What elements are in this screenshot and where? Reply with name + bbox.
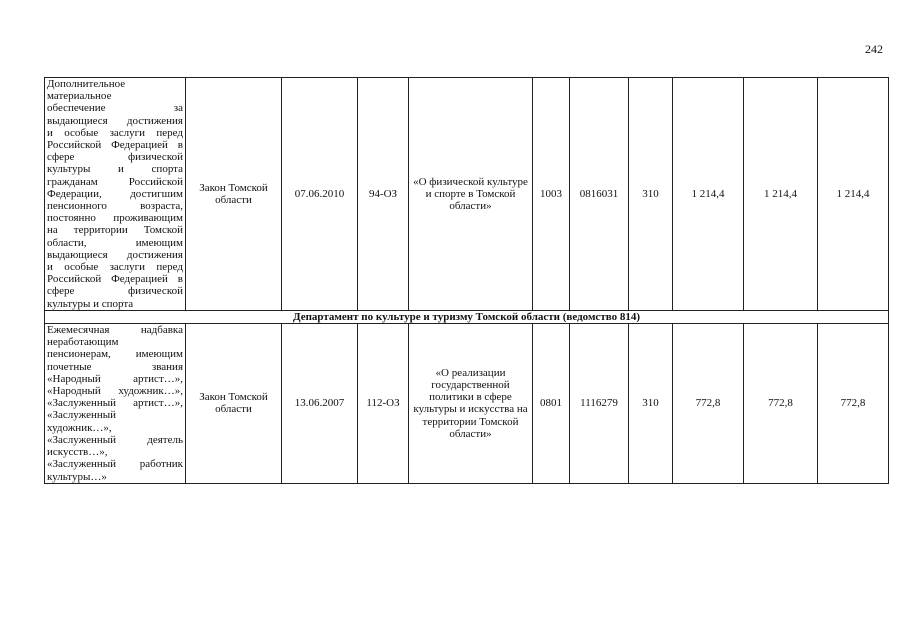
amount-cell-2: 772,8: [744, 324, 818, 484]
budget-table: [44, 77, 889, 484]
measure-name-cell: Дополнительное материальное обеспечение за выдающиеся достижения и особые заслуги перед Российской Федерацией в сфере физической культуры и спорта гражданам Российской Федерации, достигшим пенсионного возраста, постоянно проживающим на территории Томской области, имеющим выдающиеся достижения и особые заслуги перед Российской Федерацией в сфере физической культуры и спорта: [45, 78, 186, 311]
table-row: [45, 324, 889, 484]
law-number-cell: 112-ОЗ: [358, 324, 409, 484]
expense-type-cell: 310: [629, 324, 673, 484]
measure-name-cell: Ежемесячная надбавка неработающим пенсионерам, имеющим почетные звания «Народный артист…», «Народный художник…», «Заслуженный артист…», «Заслуженный художник…», «Заслуженный деятель искусств…», «Заслуженный работник культуры…»: [45, 324, 186, 484]
date-cell: 13.06.2007: [282, 324, 358, 484]
section-heading-row: [45, 310, 889, 323]
law-title-cell: «О реализации государственной политики в сфере культуры и искусства на территории Томской области»: [409, 324, 533, 484]
amount-cell-1: 772,8: [673, 324, 744, 484]
amount-cell-3: 1 214,4: [818, 78, 889, 311]
amount-cell-3: 772,8: [818, 324, 889, 484]
amount-cell-1: 1 214,4: [673, 78, 744, 311]
expense-type-cell: 310: [629, 78, 673, 311]
table-row: [45, 78, 889, 311]
section-code-cell: 1003: [533, 78, 570, 311]
law-cell: Закон Томской области: [186, 78, 282, 311]
date-cell: 07.06.2010: [282, 78, 358, 311]
target-code-cell: 0816031: [570, 78, 629, 311]
law-title-cell: «О физической культуре и спорте в Томской области»: [409, 78, 533, 311]
law-cell: Закон Томской области: [186, 324, 282, 484]
target-code-cell: 1116279: [570, 324, 629, 484]
section-code-cell: 0801: [533, 324, 570, 484]
amount-cell-2: 1 214,4: [744, 78, 818, 311]
section-heading: Департамент по культуре и туризму Томской области (ведомство 814): [45, 310, 889, 323]
page-number: 242: [865, 42, 883, 56]
law-number-cell: 94-ОЗ: [358, 78, 409, 311]
